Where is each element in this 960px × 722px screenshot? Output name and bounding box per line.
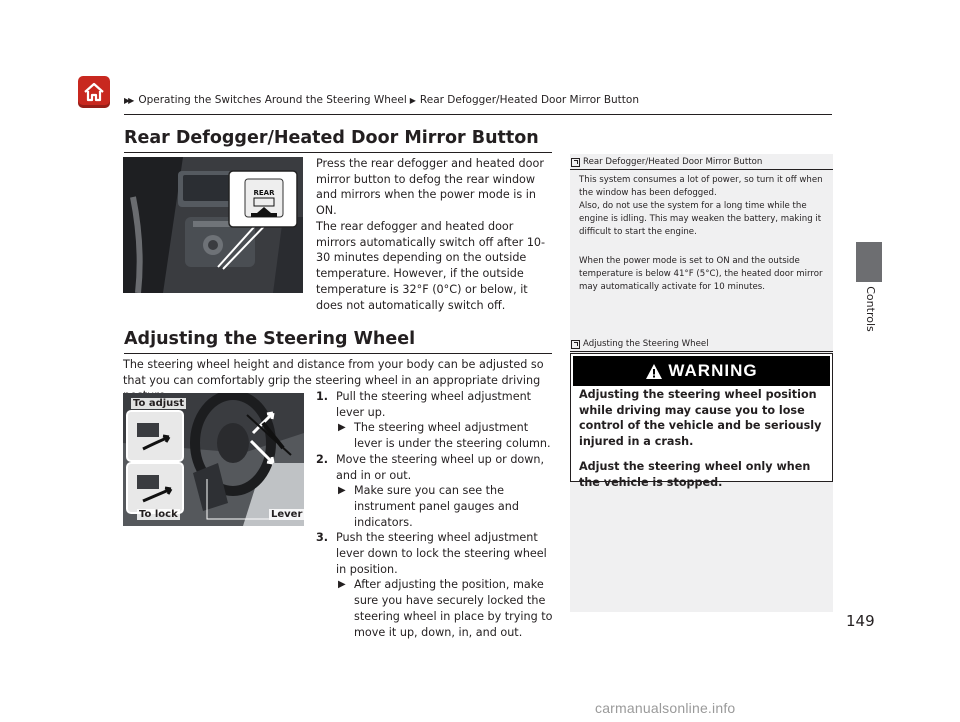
dashboard-illustration xyxy=(123,157,303,293)
breadcrumb-item-1[interactable]: Operating the Switches Around the Steering Wheel xyxy=(138,94,407,106)
label-to-lock: To lock xyxy=(139,509,178,520)
steering-steps xyxy=(316,389,556,640)
step-2: 2. Move the steering wheel up or down, and in or out. xyxy=(316,452,545,482)
note-link-icon xyxy=(571,340,580,349)
rear-defogger-para-1: Press the rear defogger and heated door mirror button to defog the rear window and mirrors when the power mode is in ON. xyxy=(316,157,544,218)
section-title-rear-defogger: Rear Defogger/Heated Door Mirror Button xyxy=(124,128,539,148)
step-1-detail: ▶ The steering wheel adjustment lever is under the steering column. xyxy=(338,421,551,451)
section-divider xyxy=(124,353,552,354)
label-lever: Lever xyxy=(271,509,303,520)
sub-arrow-icon: ▶ xyxy=(338,422,346,434)
chapter-tab[interactable] xyxy=(856,242,882,282)
breadcrumb-item-2[interactable]: Rear Defogger/Heated Door Mirror Button xyxy=(419,94,639,106)
section-divider xyxy=(124,152,552,153)
warning-text xyxy=(579,387,827,491)
rear-defogger-para-2: The rear defogger and heated door mirrors automatically switch off after 10-30 minutes depending on the outside temperature. However, if the outside temperature is 32°F (0°C) or below, it does not automatically switch off. xyxy=(316,220,546,312)
watermark: carmanualsonline.info xyxy=(595,700,736,716)
warning-label: WARNING xyxy=(668,361,758,380)
sub-arrow-icon: ▶ xyxy=(338,579,346,591)
button-label-rear: REAR xyxy=(253,189,275,197)
steering-wheel-image xyxy=(123,393,304,526)
warning-triangle-icon xyxy=(645,363,663,380)
steering-wheel-intro: The steering wheel height and distance from your body can be adjusted so that you can comfortably grip the steering wheel in an appropriate driving xyxy=(123,358,544,387)
breadcrumb-arrow-icon: ▶▶ xyxy=(124,95,133,105)
note-link-icon xyxy=(571,158,580,167)
warning-box xyxy=(570,353,833,489)
warning-paragraph-1: Adjusting the steering wheel position while driving may cause you to lose control of the vehicle and be seriously injured in a crash. xyxy=(579,388,822,448)
breadcrumb-arrow-icon: ▶ xyxy=(409,95,414,105)
page-number: 149 xyxy=(846,612,875,630)
warning-paragraph-2: Adjust the steering wheel only when the vehicle is stopped. xyxy=(579,460,811,489)
note-divider xyxy=(570,169,833,170)
steering-wheel-illustration xyxy=(123,393,304,526)
note-title-steering-wheel[interactable]: Adjusting the Steering Wheel xyxy=(571,339,709,349)
note-divider xyxy=(570,351,833,352)
home-icon xyxy=(82,80,106,104)
note-title-rear-defogger[interactable]: Rear Defogger/Heated Door Mirror Button xyxy=(571,157,762,167)
warning-badge xyxy=(573,356,830,386)
label-to-adjust: To adjust xyxy=(133,398,185,409)
step-3-detail: ▶ After adjusting the position, make sure you have securely locked the steering wheel in place by trying to move it up, down, in, and out. xyxy=(338,578,553,639)
note1-line-1: This system consumes a lot of power, so turn it off when the window has been defogged. xyxy=(579,175,823,198)
home-button[interactable] xyxy=(78,76,110,108)
step-2-detail: ▶ Make sure you can see the instrument panel gauges and indicators. xyxy=(338,484,519,529)
note1-line-3: When the power mode is set to ON and the outside temperature is below 41°F (5°C), the heated door mirror may automatically activate for 10 minutes. xyxy=(579,256,823,292)
header-divider xyxy=(124,114,832,115)
step-1: 1. Pull the steering wheel adjustment lever up. xyxy=(316,390,532,419)
dashboard-button-image xyxy=(123,157,303,293)
chapter-tab-label: Controls xyxy=(864,286,877,332)
breadcrumb xyxy=(124,94,639,106)
step-3: 3. Push the steering wheel adjustment lever down to lock the steering wheel in position. xyxy=(316,531,547,576)
sub-arrow-icon: ▶ xyxy=(338,485,346,497)
note1-line-2: Also, do not use the system for a long time while the engine is idling. This may weaken the battery, making it difficult to start the engine. xyxy=(579,201,822,237)
section-title-steering-wheel: Adjusting the Steering Wheel xyxy=(124,329,416,349)
